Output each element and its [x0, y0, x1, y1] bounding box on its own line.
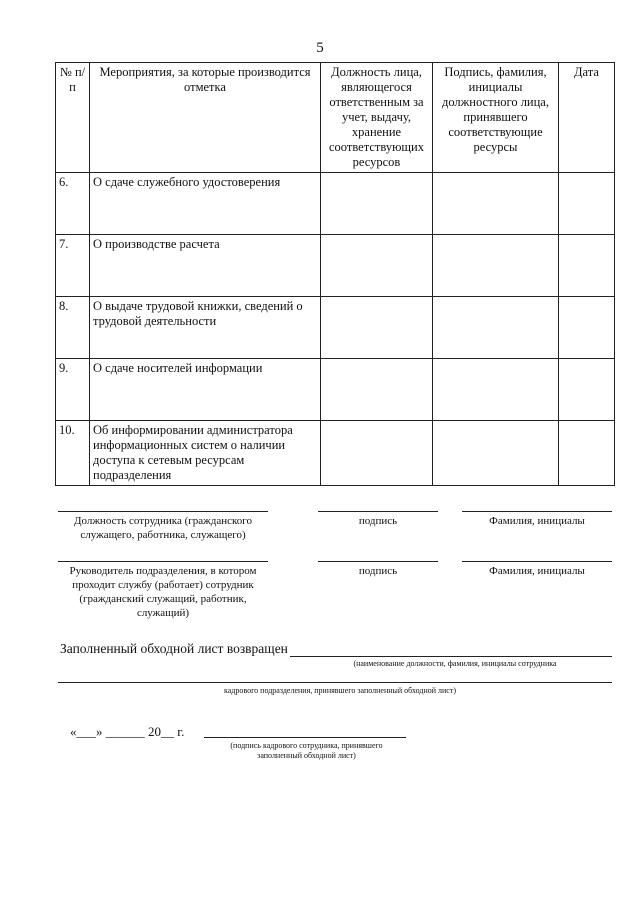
row-event: Об информировании администратора информационных систем о наличии доступа к сетевым ресурсам подразделения — [90, 421, 321, 486]
row-number: 10. — [56, 421, 90, 486]
row-date-cell[interactable] — [559, 297, 615, 359]
table-row — [56, 235, 615, 297]
employee-signature-caption: подпись — [358, 515, 398, 527]
returned-department-line[interactable] — [58, 682, 612, 683]
header-responsible-position: Должность лица, являющегося ответственным за учет, выдачу, хранение соответствующих ресурсов — [321, 63, 433, 173]
page-number: 5 — [316, 40, 324, 56]
clearance-table — [55, 62, 615, 486]
table-row — [56, 297, 615, 359]
head-name-caption: Фамилия, инициалы — [489, 565, 585, 577]
employee-name-line[interactable] — [462, 511, 612, 512]
employee-position-caption: Должность сотрудника (гражданского служащего, работника, служащего) — [73, 515, 252, 541]
returned-label: Заполненный обходной лист возвращен — [60, 641, 288, 656]
row-number: 7. — [56, 235, 90, 297]
row-event: О сдаче носителей информации — [90, 359, 321, 421]
row-responsible-cell[interactable] — [321, 235, 433, 297]
head-position-caption: Руководитель подразделения, в котором проходит службу (работает) сотрудник (гражданский служащий, работник, служащий) — [69, 565, 257, 619]
head-name-line[interactable] — [462, 561, 612, 562]
head-signature-caption: подпись — [358, 565, 398, 577]
date-field[interactable]: «___» ______ 20__ г. — [70, 724, 185, 739]
hr-signature-caption: (подпись кадрового сотрудника, принявшего заполненный обходной лист) — [230, 741, 383, 760]
head-signature-line[interactable] — [318, 561, 438, 562]
row-date-cell[interactable] — [559, 359, 615, 421]
returned-caption-2: кадрового подразделения, принявшего заполненный обходной лист) — [223, 686, 457, 695]
row-responsible-cell[interactable] — [321, 297, 433, 359]
row-event: О производстве расчета — [90, 235, 321, 297]
row-date-cell[interactable] — [559, 421, 615, 486]
row-number: 6. — [56, 173, 90, 235]
head-position-line[interactable] — [58, 561, 268, 562]
row-number: 8. — [56, 297, 90, 359]
row-responsible-cell[interactable] — [321, 421, 433, 486]
employee-position-line[interactable] — [58, 511, 268, 512]
header-signature-name: Подпись, фамилия, инициалы должностного лица, принявшего соответствующие ресурсы — [433, 63, 559, 173]
table-row — [56, 173, 615, 235]
row-date-cell[interactable] — [559, 173, 615, 235]
employee-signature-line[interactable] — [318, 511, 438, 512]
returned-name-line[interactable] — [290, 656, 612, 657]
returned-caption-1: (наименование должности, фамилия, инициалы сотрудника — [353, 659, 557, 668]
table-row — [56, 359, 615, 421]
header-date: Дата — [559, 63, 615, 173]
row-event: О сдаче служебного удостоверения — [90, 173, 321, 235]
hr-signature-line[interactable] — [204, 737, 406, 738]
header-event: Мероприятия, за которые производится отметка — [90, 63, 321, 173]
row-number: 9. — [56, 359, 90, 421]
row-signature-cell[interactable] — [433, 235, 559, 297]
table-row — [56, 421, 615, 486]
row-responsible-cell[interactable] — [321, 173, 433, 235]
row-signature-cell[interactable] — [433, 359, 559, 421]
row-event: О выдаче трудовой книжки, сведений о трудовой деятельности — [90, 297, 321, 359]
header-number: № п/п — [56, 63, 90, 173]
row-signature-cell[interactable] — [433, 297, 559, 359]
employee-name-caption: Фамилия, инициалы — [489, 515, 585, 527]
row-date-cell[interactable] — [559, 235, 615, 297]
row-signature-cell[interactable] — [433, 173, 559, 235]
row-responsible-cell[interactable] — [321, 359, 433, 421]
table-header-row — [56, 63, 615, 173]
row-signature-cell[interactable] — [433, 421, 559, 486]
